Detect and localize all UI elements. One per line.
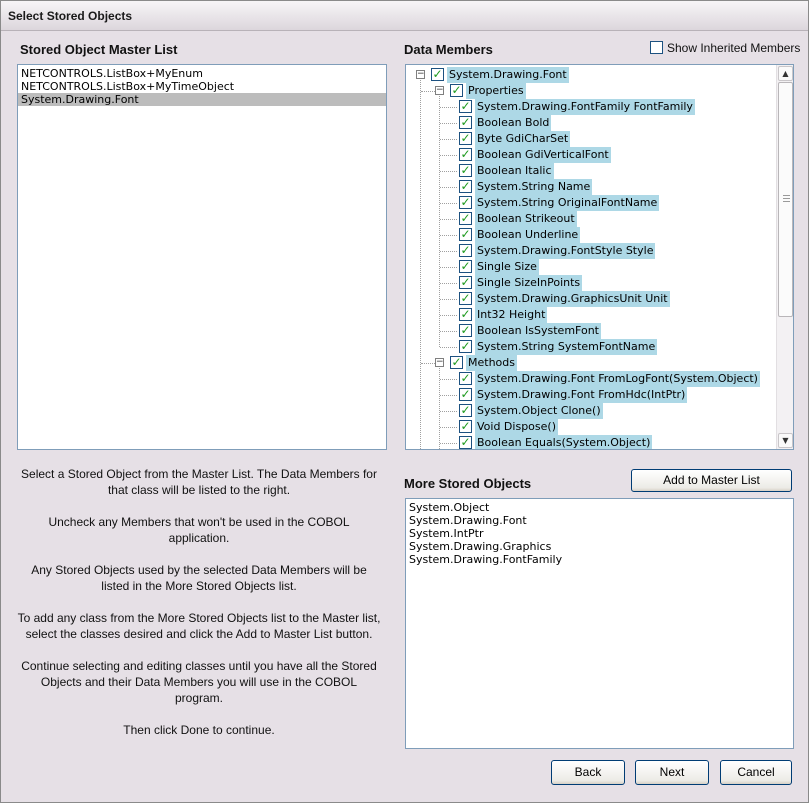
tree-connector [440, 411, 457, 412]
checkbox-checked-icon[interactable]: ✓ [460, 307, 471, 321]
tree-property-item[interactable] [406, 323, 777, 339]
tree-connector [440, 187, 457, 188]
instructions [17, 466, 381, 754]
tree-property-item[interactable] [406, 275, 777, 291]
tree-item-label: System.String Name [477, 180, 591, 193]
more-stored-item[interactable]: System.Drawing.Font [409, 514, 527, 527]
tree-item-label: Byte GdiCharSet [477, 132, 569, 145]
checkbox-checked-icon[interactable]: ✓ [460, 147, 471, 161]
data-members-tree[interactable] [405, 64, 794, 450]
more-stored-item[interactable]: System.Object [409, 501, 490, 514]
tree-property-item[interactable] [406, 211, 777, 227]
tree-method-item[interactable] [406, 403, 777, 419]
tree-scrollbar[interactable] [776, 65, 793, 449]
checkbox-checked-icon[interactable]: ✓ [460, 387, 471, 401]
tree-property-item[interactable] [406, 259, 777, 275]
tree-item-label: Properties [468, 84, 524, 97]
tree-property-item[interactable] [406, 179, 777, 195]
tree-methods-node[interactable] [406, 355, 777, 371]
master-list-heading: Stored Object Master List [20, 42, 178, 57]
checkbox-checked-icon[interactable]: ✓ [460, 323, 471, 337]
checkbox-checked-icon[interactable]: ✓ [460, 419, 471, 433]
tree-item-label: System.Object Clone() [477, 404, 601, 417]
tree-property-item[interactable] [406, 147, 777, 163]
collapse-minus-icon[interactable]: − [436, 85, 444, 95]
next-label: Next [659, 765, 685, 779]
checkbox-checked-icon[interactable]: ✓ [460, 291, 471, 305]
tree-method-item[interactable] [406, 435, 777, 449]
checkbox-checked-icon[interactable]: ✓ [460, 115, 471, 129]
tree-connector [440, 203, 457, 204]
tree-item-label: Void Dispose() [477, 420, 556, 433]
back-label: Back [574, 765, 602, 779]
checkbox-checked-icon[interactable]: ✓ [460, 163, 471, 177]
scroll-thumb[interactable] [778, 82, 793, 317]
checkbox-checked-icon[interactable]: ✓ [451, 355, 462, 369]
scroll-grip-icon [783, 195, 790, 202]
tree-connector [440, 283, 457, 284]
tree-connector [440, 123, 457, 124]
checkbox-checked-icon[interactable]: ✓ [460, 195, 471, 209]
checkbox-checked-icon[interactable]: ✓ [460, 179, 471, 193]
tree-item-label: Boolean Underline [477, 228, 579, 241]
tree-connector [440, 395, 457, 396]
tree-item-label: System.Drawing.Font FromLogFont(System.Object) [477, 372, 758, 385]
tree-connector [420, 80, 421, 449]
instruction-paragraph: Then click Done to continue. [123, 723, 275, 737]
tree-content [406, 65, 777, 449]
checkbox-checked-icon[interactable]: ✓ [460, 131, 471, 145]
tree-item-label: Methods [468, 356, 515, 369]
tree-connector [440, 331, 457, 332]
checkbox-checked-icon[interactable]: ✓ [460, 99, 471, 113]
checkbox-checked-icon[interactable]: ✓ [460, 403, 471, 417]
checkbox-checked-icon[interactable]: ✓ [460, 259, 471, 273]
tree-item-label: Single SizeInPoints [477, 276, 581, 289]
tree-property-item[interactable] [406, 195, 777, 211]
tree-connector [440, 299, 457, 300]
next-button[interactable] [635, 760, 709, 785]
tree-item-label: Boolean Italic [477, 164, 552, 177]
more-stored-heading: More Stored Objects [404, 476, 532, 491]
master-list-item[interactable]: NETCONTROLS.ListBox+MyTimeObject [21, 80, 235, 93]
tree-item-label: Boolean IsSystemFont [477, 324, 599, 337]
tree-connector [440, 251, 457, 252]
tree-connector [440, 427, 457, 428]
window-title: Select Stored Objects [8, 9, 133, 23]
tree-property-item[interactable] [406, 227, 777, 243]
checkbox-checked-icon[interactable]: ✓ [460, 227, 471, 241]
tree-property-item[interactable] [406, 291, 777, 307]
title-bar [1, 1, 808, 31]
tree-connector [421, 91, 435, 92]
tree-item-label: Single Size [477, 260, 537, 273]
scroll-up-arrow-icon[interactable]: ▲ [778, 66, 793, 81]
checkbox-checked-icon[interactable]: ✓ [432, 67, 443, 81]
tree-connector [440, 443, 457, 444]
tree-property-item[interactable] [406, 307, 777, 323]
instruction-paragraph: Select a Stored Object from the Master List. The Data Members for that class will be listed to the right. [21, 467, 377, 497]
tree-connector [440, 219, 457, 220]
tree-connector [440, 267, 457, 268]
tree-connector [440, 107, 457, 108]
tree-connector [440, 315, 457, 316]
tree-item-label: System.Drawing.Font FromHdc(IntPtr) [477, 388, 686, 401]
tree-connector [421, 363, 435, 364]
checkbox-checked-icon[interactable]: ✓ [451, 83, 462, 97]
instruction-paragraph: Any Stored Objects used by the selected Data Members will be listed in the More Stored Objects list. [31, 563, 367, 593]
add-to-master-list-button[interactable]: Add to Master List [631, 469, 792, 492]
tree-property-item[interactable] [406, 163, 777, 179]
tree-connector [439, 96, 440, 347]
tree-item-label: Boolean Bold [477, 116, 550, 129]
tree-item-label: Boolean Equals(System.Object) [477, 436, 651, 449]
tree-root[interactable] [406, 67, 777, 83]
more-stored-item[interactable]: System.IntPtr [409, 527, 484, 540]
checkbox-checked-icon[interactable]: ✓ [460, 371, 471, 385]
checkbox-checked-icon[interactable]: ✓ [460, 435, 471, 449]
tree-item-label: System.String SystemFontName [477, 340, 656, 353]
tree-property-item[interactable] [406, 243, 777, 259]
tree-property-item[interactable] [406, 99, 777, 115]
tree-item-label: System.Drawing.FontStyle Style [477, 244, 654, 257]
master-list-item[interactable]: System.Drawing.Font [18, 93, 386, 106]
tree-connector [440, 171, 457, 172]
instruction-paragraph: Uncheck any Members that won't be used in the COBOL application. [48, 515, 350, 545]
show-inherited-label[interactable]: Show Inherited Members [667, 41, 801, 55]
tree-connector [440, 139, 457, 140]
tree-property-item[interactable] [406, 131, 777, 147]
tree-method-item[interactable] [406, 371, 777, 387]
tree-connector [439, 368, 440, 449]
back-button[interactable] [551, 760, 625, 785]
tree-method-item[interactable] [406, 419, 777, 435]
tree-item-label: System.Drawing.FontFamily FontFamily [477, 100, 693, 113]
more-stored-list[interactable] [405, 498, 794, 749]
tree-properties-node[interactable] [406, 83, 777, 99]
tree-method-item[interactable] [406, 387, 777, 403]
checkbox-checked-icon[interactable]: ✓ [460, 211, 471, 225]
tree-item-label: System.Drawing.GraphicsUnit Unit [477, 292, 668, 305]
cancel-label: Cancel [737, 765, 775, 779]
tree-item-label: Boolean Strikeout [477, 212, 575, 225]
checkbox-checked-icon[interactable]: ✓ [460, 243, 471, 257]
show-inherited-checkbox[interactable] [650, 41, 663, 54]
cancel-button[interactable] [720, 760, 792, 785]
tree-item-label: Int32 Height [477, 308, 546, 321]
master-list[interactable] [17, 64, 387, 450]
master-list-item[interactable]: NETCONTROLS.ListBox+MyEnum [21, 67, 203, 80]
collapse-minus-icon[interactable]: − [417, 69, 425, 79]
more-stored-item[interactable]: System.Drawing.FontFamily [409, 553, 563, 566]
instruction-paragraph: To add any class from the More Stored Objects list to the Master list, select the classes desired and click the Add to Master List button. [17, 611, 381, 641]
tree-property-item[interactable] [406, 339, 777, 355]
tree-connector [440, 347, 457, 348]
tree-item-label: Boolean GdiVerticalFont [477, 148, 609, 161]
tree-item-label: System.Drawing.Font [449, 68, 567, 81]
tree-property-item[interactable] [406, 115, 777, 131]
more-stored-item[interactable]: System.Drawing.Graphics [409, 540, 552, 553]
tree-item-label: System.String OriginalFontName [477, 196, 658, 209]
tree-connector [440, 155, 457, 156]
scroll-down-arrow-icon[interactable]: ▼ [778, 433, 793, 448]
data-members-heading: Data Members [404, 42, 493, 57]
tree-connector [440, 379, 457, 380]
collapse-minus-icon[interactable]: − [436, 357, 444, 367]
tree-connector [440, 235, 457, 236]
checkbox-checked-icon[interactable]: ✓ [460, 275, 471, 289]
instruction-paragraph: Continue selecting and editing classes until you have all the Stored Objects and their Data Members you will use in the COBOL program. [21, 659, 377, 705]
checkbox-checked-icon[interactable]: ✓ [460, 339, 471, 353]
